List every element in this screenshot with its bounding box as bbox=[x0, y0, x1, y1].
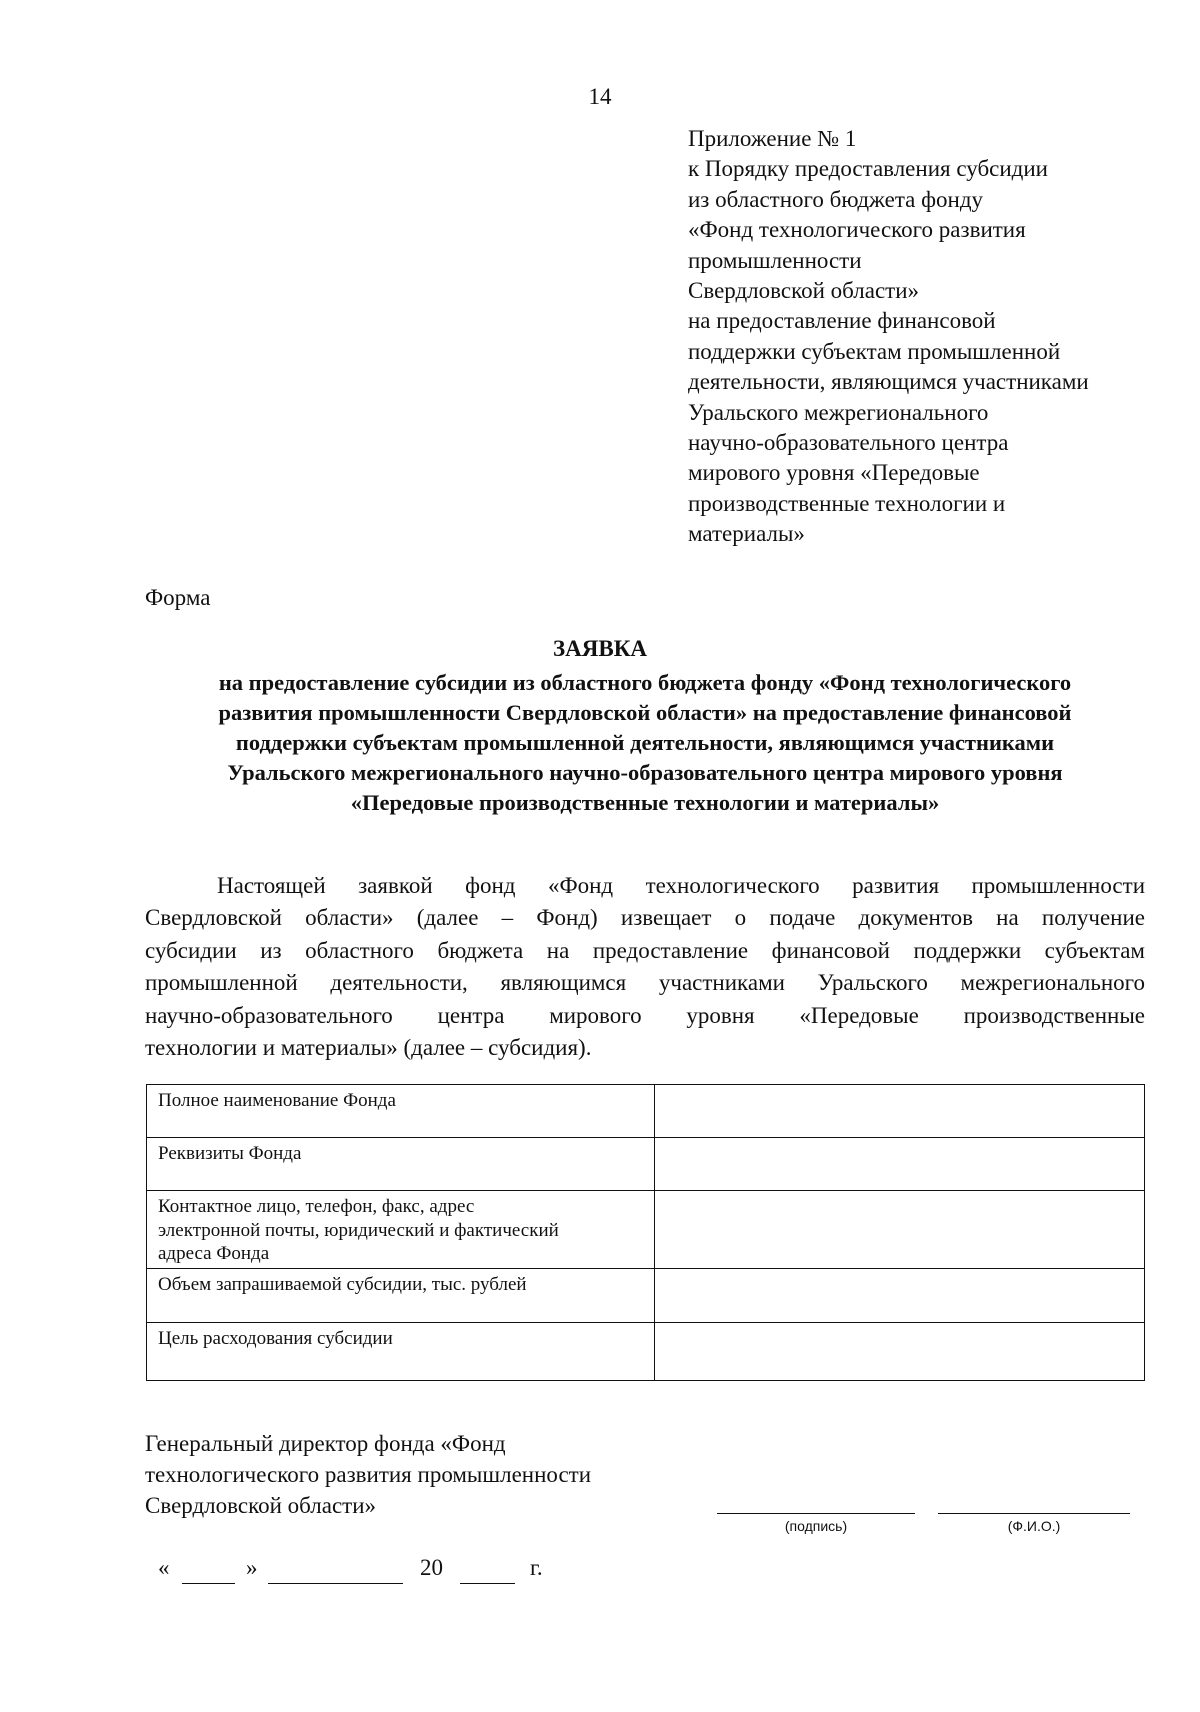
row-label: Полное наименование Фонда bbox=[158, 1090, 396, 1111]
signature-blank-line[interactable] bbox=[717, 1513, 915, 1514]
body-line: технологии и материалы» (далее – субсидия). bbox=[145, 1035, 592, 1061]
appendix-line: Уральского межрегионального bbox=[688, 399, 989, 425]
subtitle-line: поддержки субъектам промышленной деятельности, являющимся участниками bbox=[235, 730, 1055, 755]
page-number: 14 bbox=[588, 84, 612, 109]
signature-block bbox=[145, 1428, 705, 1521]
body-line: промышленной деятельности, являющимся участниками Уральского межрегионального bbox=[145, 970, 1145, 996]
table-row bbox=[147, 1138, 1145, 1191]
name-blank-line[interactable] bbox=[938, 1513, 1130, 1514]
form-label: Форма bbox=[145, 585, 211, 610]
row-label: электронной почты, юридический и фактический bbox=[158, 1219, 559, 1241]
signatory-title-line: Генеральный директор фонда «Фонд bbox=[145, 1431, 506, 1456]
row-label-cell bbox=[147, 1323, 655, 1381]
subtitle-line: на предоставление субсидии из областного бюджета фонду «Фонд технологического bbox=[218, 670, 1072, 695]
body-line: Настоящей заявкой фонд «Фонд технологического развития промышленности bbox=[217, 873, 1145, 898]
appendix-line: промышленности bbox=[688, 247, 862, 273]
row-label: Цель расходования субсидии bbox=[158, 1328, 393, 1349]
appendix-line: Приложение № 1 bbox=[688, 126, 857, 151]
row-value-cell[interactable] bbox=[655, 1269, 1145, 1323]
table-row bbox=[147, 1191, 1145, 1269]
date-century: 20 bbox=[420, 1555, 443, 1580]
row-label: адреса Фонда bbox=[158, 1243, 270, 1264]
appendix-line: материалы» bbox=[688, 521, 805, 547]
body-paragraph bbox=[145, 870, 1145, 1064]
date-open-quote: « bbox=[158, 1555, 170, 1580]
appendix-line: мирового уровня «Передовые bbox=[688, 460, 980, 486]
appendix-line: поддержки субъектам промышленной bbox=[688, 338, 1061, 364]
row-label-cell bbox=[147, 1269, 655, 1323]
row-value-cell[interactable] bbox=[655, 1323, 1145, 1381]
body-line: Свердловской области» (далее – Фонд) извещает о подаче документов на получение bbox=[145, 905, 1145, 931]
document-subtitle bbox=[140, 668, 1150, 818]
appendix-header bbox=[688, 124, 1158, 550]
subtitle-line: Уральского межрегионального научно-образовательного центра мирового уровня bbox=[227, 760, 1063, 785]
appendix-line: «Фонд технологического развития bbox=[688, 217, 1026, 243]
appendix-line: деятельности, являющимся участниками bbox=[688, 369, 1089, 395]
appendix-line: к Порядку предоставления субсидии bbox=[688, 156, 1048, 182]
row-value-cell[interactable] bbox=[655, 1191, 1145, 1269]
date-day-blank[interactable] bbox=[182, 1583, 235, 1584]
table-row bbox=[147, 1085, 1145, 1138]
row-label: Реквизиты Фонда bbox=[158, 1143, 302, 1164]
row-label-cell bbox=[147, 1191, 655, 1269]
row-value-cell[interactable] bbox=[655, 1138, 1145, 1191]
row-label-cell bbox=[147, 1138, 655, 1191]
appendix-line: производственные технологии и bbox=[688, 490, 1006, 516]
appendix-line: научно-образовательного центра bbox=[688, 430, 1009, 456]
row-label: Объем запрашиваемой субсидии, тыс. рублей bbox=[158, 1274, 527, 1295]
name-caption: (Ф.И.О.) bbox=[1007, 1518, 1061, 1534]
signature-caption: (подпись) bbox=[784, 1518, 848, 1534]
date-year-suffix: г. bbox=[530, 1555, 543, 1580]
date-close-quote: » bbox=[246, 1555, 258, 1580]
row-label-cell bbox=[147, 1085, 655, 1138]
body-line: субсидии из областного бюджета на предоставление финансовой поддержки субъектам bbox=[145, 937, 1145, 963]
signatory-title-line: Свердловской области» bbox=[145, 1493, 377, 1518]
table-row bbox=[147, 1323, 1145, 1381]
appendix-line: из областного бюджета фонду bbox=[688, 186, 984, 212]
row-label: Контактное лицо, телефон, факс, адрес bbox=[158, 1196, 475, 1217]
document-title: ЗАЯВКА bbox=[553, 636, 647, 661]
appendix-line: Свердловской области» bbox=[688, 278, 920, 304]
subtitle-line: «Передовые производственные технологии и материалы» bbox=[350, 790, 940, 815]
fund-info-table bbox=[146, 1084, 1145, 1381]
date-month-blank[interactable] bbox=[268, 1583, 403, 1584]
table-row bbox=[147, 1269, 1145, 1323]
signatory-title-line: технологического развития промышленности bbox=[145, 1462, 592, 1487]
appendix-line: на предоставление финансовой bbox=[688, 308, 996, 334]
body-line: научно-образовательного центра мирового уровня «Передовые производственные bbox=[145, 1002, 1145, 1028]
row-value-cell[interactable] bbox=[655, 1085, 1145, 1138]
date-year-blank[interactable] bbox=[460, 1583, 515, 1584]
subtitle-line: развития промышленности Свердловской области» на предоставление финансовой bbox=[218, 700, 1072, 725]
